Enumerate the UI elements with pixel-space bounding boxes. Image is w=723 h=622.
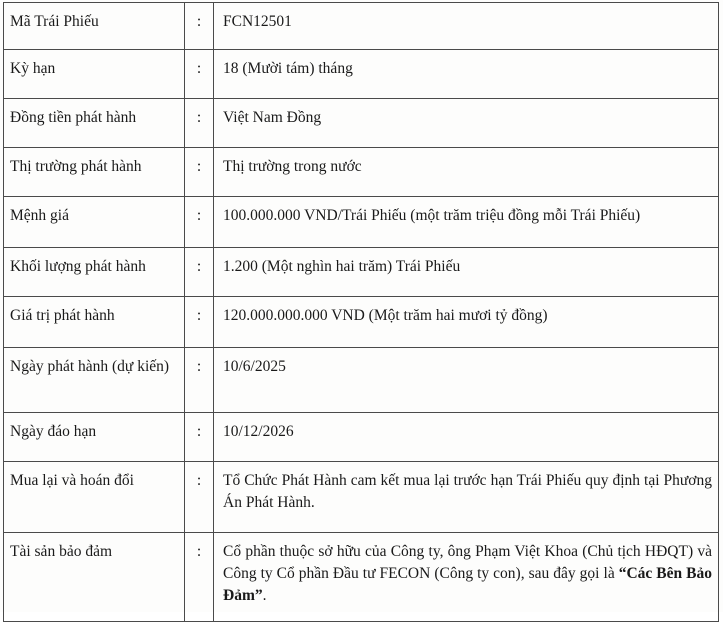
row-label: Giá trị phát hành <box>4 297 185 348</box>
table-row-issue-amount <box>4 297 719 348</box>
bond-terms-table <box>3 2 719 622</box>
row-separator: : <box>185 99 214 148</box>
collateral-text: Cổ phần thuộc sở hữu của Công ty, ông Phạm Việt Khoa (Chủ tịch HĐQT) và Công ty Cổ phần Đầu tư FECON (Công ty con), sau đây gọi là <box>223 543 712 582</box>
row-separator: : <box>185 248 214 297</box>
row-label: Mã Trái Phiếu <box>4 3 185 50</box>
row-value: 18 (Mười tám) tháng <box>214 50 719 99</box>
row-value: Thị trường trong nước <box>214 148 719 197</box>
row-value: 1.200 (Một nghìn hai trăm) Trái Phiếu <box>214 248 719 297</box>
table-row-issue-volume <box>4 248 719 297</box>
table-row-term <box>4 50 719 99</box>
table-row-redemption <box>4 462 719 533</box>
table-row-currency <box>4 99 719 148</box>
row-value: Việt Nam Đồng <box>214 99 719 148</box>
row-separator: : <box>185 3 214 50</box>
row-value <box>214 533 719 622</box>
row-label: Mệnh giá <box>4 197 185 248</box>
row-separator: : <box>185 413 214 462</box>
row-value: Tổ Chức Phát Hành cam kết mua lại trước hạn Trái Phiếu quy định tại Phương Án Phát Hành. <box>214 462 719 533</box>
table-row-maturity-date <box>4 413 719 462</box>
row-separator: : <box>185 50 214 99</box>
row-separator: : <box>185 297 214 348</box>
row-separator: : <box>185 148 214 197</box>
row-label: Ngày đáo hạn <box>4 413 185 462</box>
row-label: Thị trường phát hành <box>4 148 185 197</box>
row-separator: : <box>185 348 214 413</box>
row-label: Mua lại và hoán đổi <box>4 462 185 533</box>
table-row-collateral <box>4 533 719 622</box>
row-separator: : <box>185 462 214 533</box>
table-row-face-value <box>4 197 719 248</box>
row-label: Ngày phát hành (dự kiến) <box>4 348 185 413</box>
row-value: 10/6/2025 <box>214 348 719 413</box>
row-label: Kỳ hạn <box>4 50 185 99</box>
row-separator: : <box>185 533 214 622</box>
row-label: Khối lượng phát hành <box>4 248 185 297</box>
table-row-bond-code <box>4 3 719 50</box>
row-label: Tài sản bảo đảm <box>4 533 185 622</box>
row-separator: : <box>185 197 214 248</box>
collateral-period: . <box>262 587 267 604</box>
table-row-issue-date <box>4 348 719 413</box>
row-value: 10/12/2026 <box>214 413 719 462</box>
table-row-market <box>4 148 719 197</box>
row-label: Đồng tiền phát hành <box>4 99 185 148</box>
row-value: 120.000.000.000 VND (Một trăm hai mươi tỷ đồng) <box>214 297 719 348</box>
collateral-defined-term: “Các Bên Bảo Đảm” <box>223 565 713 604</box>
row-value: 100.000.000 VND/Trái Phiếu (một trăm triệu đồng mỗi Trái Phiếu) <box>214 197 719 248</box>
row-value: FCN12501 <box>214 3 719 50</box>
